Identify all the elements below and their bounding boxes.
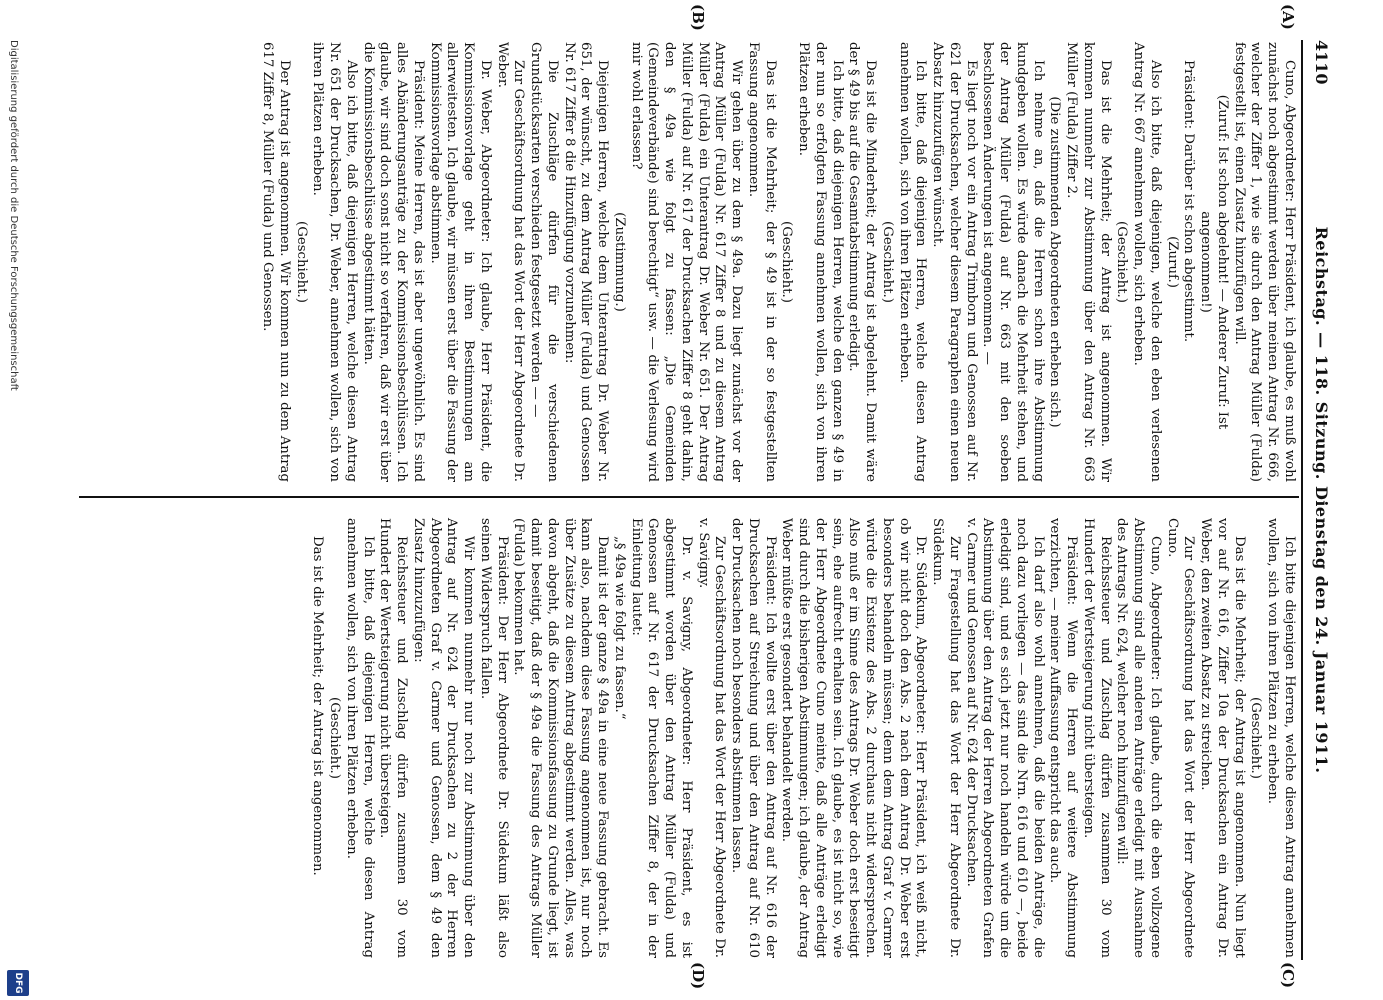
margin-mark-b: (B) [689,4,707,31]
digitization-credit: Digitalisierung gefördert durch die Deutsche Forschungsgemeinschaft [8,40,19,391]
paragraph: Es liegt noch vor ein Antrag Trimborn und Genossen auf Nr. 621 der Drucksachen, welcher diesem Paragraphen einen neuen Absatz hinzuzufügen wünscht. [930,42,979,482]
paragraph: Dr. Südekum, Abgeordneter: Herr Präsident, ich weiß nicht, ob wir nicht doch den Abs. 2 nach dem Antrag Dr. Weber erst besonders behandeln müssen; denn dem Antrag Graf v. Carmer würde die Existenz des Abs. 2 durchaus nicht widersprechen. Also muß er im Sinne des Antrags Dr. Weber doch erst beseitigt sein, ehe aufrecht erhalten sein. Ich glaube, es ist nicht so, wie der Herr Abgeordnete Cuno meinte, daß alle Anträge erledigt sind durch die bisherigen Abstimmungen; ich glaube, der Antrag Weber müßte erst gesondert behandelt werden. [779,518,929,958]
paragraph: Zur Geschäftsordnung hat das Wort der Herr Abgeordnete Dr. v. Savigny. [695,518,728,958]
page-header [1305,40,1335,960]
paragraph: Ich bitte, daß diejenigen Herren, welche diesen Antrag annehmen wollen, sich von ihren Plätzen erheben. [344,518,376,958]
paragraph: Wir kommen nunmehr nur noch zur Abstimmung über den Antrag auf Nr. 624 der Drucksachen zu 2 der Herren Abgeordneten Graf v. Carmer und Genossen, dem § 49 den Zusatz hinzuzufügen: [411,518,477,958]
left-column [259,42,1298,482]
paragraph: Dr. v. Savigny, Abgeordneter: Herr Präsident, es ist abgestimmt worden über den Antrag Müller (Fulda) und Genossen auf Nr. 617 der Drucksachen Ziffer 8, der in der Einleitung lautet: [628,518,694,958]
paragraph: Das ist die Minderheit; der Antrag ist abgelehnt. Damit wäre der § 49 bis auf die Gesamtabstimmung erledigt. [846,42,879,482]
paragraph: Präsident: Meine Herren, das ist aber ungewöhnlich. Es sind alles Abänderungsanträge zu der Kommissionsbeschlüssen. Ich glaube, wir sind doch sonst nicht so verfahren, daß wir erst über die Kommissionsbeschlüsse abgestimmt hätten. [360,42,426,482]
paragraph: (Zustimmung.) [612,212,627,312]
page-title: Reichstag. — 118. Sitzung. Dienstag den 24. Januar 1911. [1312,226,1331,774]
paragraph: Präsident: Der Herr Abgeordnete Dr. Südekum läßt also seinen Widerspruch fallen. [478,518,510,958]
paragraph: Wir gehen über zu dem § 49a. Dazu liegt zunächst vor der Antrag Müller (Fulda) Nr. 617 Ziffer 8 und zu diesem Antrag Müller (Fulda) ein Unterantrag Dr. Weber Nr. 651. Der Antrag Müller (Fulda) auf Nr. 617 der Drucksachen Ziffer 8 geht dahin, den § 49a wie folgt zu fassen: „Die Gemeinden (Gemeindeverbände) sind berechtigt“ usw. — die Verlesung wird mir wohl erlassen? [628,42,745,482]
paragraph: (Zuruf.) [1164,236,1180,288]
page-number: 4110 [1312,40,1331,85]
paragraph: Das ist die Mehrheit; der Antrag ist angenommen. [310,536,326,876]
margin-mark-a: (A) [1279,4,1297,30]
paragraph: (Zuruf: Ist schon abgelehnt! — Anderer Zuruf: Ist angenommen!) [1198,94,1230,430]
right-column [309,518,1297,958]
paragraph: Zur Geschäftsordnung hat das Wort der Herr Abgeordnete Cuno. [1164,518,1197,958]
paragraph: Diejenigen Herren, welche dem Unterantrag Dr. Weber Nr. 651, der wünscht, zu dem Antrag Müller (Fulda) und Genossen Nr. 617 Ziffer 8 die Hinzufügung vorzunehmen: [561,42,611,482]
paragraph: Präsident: Wenn die Herren auf weitere Abstimmung verzichten, — meiner Auffassung entspricht das auch. [1047,518,1080,958]
paragraph: Ich nehme an, daß die Herren schon ihre Abstimmung kundgeben wollen. Es würde danach die Mehrheit stehen, und der Antrag Müller (Fulda) auf Nr. 663 mit den soeben beschlossenen Änderungen ist angenommen. — [980,42,1046,482]
paragraph: Der Antrag ist angenommen. Wir kommen nun zu dem Antrag 617 Ziffer 8, Müller (Fulda) und Genossen. [260,42,292,482]
paragraph: (Geschieht.) [1114,221,1130,303]
paragraph: (Geschieht.) [327,697,343,779]
paragraph: Cuno, Abgeordneter: Ich glaube, durch die eben vollzogene Abstimmung sind alle anderen Anträge erledigt mit Ausnahme des Antrags Nr. 624, welcher noch hinzufügen will: [1114,518,1163,958]
paragraph: Also ich bitte, daß diejenigen, welche den eben verlesenen Antrag Nr. 667 annehmen wollen, sich erheben. [1131,42,1163,482]
paragraph: Damit ist der ganze § 49a in eine neue Fassung gebracht. Es kann also, nachdem diese Fassung angenommen ist, nur noch über Zusätze zu diesem Antrag abgestimmt werden. Alles, was davon abgeht, daß die Kommissionsfassung zu Grunde liegt, ist damit beseitigt, daß der § 49a die Fassung des Antrags Müller (Fulda) bekommen hat. [511,518,611,958]
paragraph: Dr. Weber, Abgeordneter: Ich glaube, Herr Präsident, die Kommissionsvorlage geht in ihren Bestimmungen am allerweitesten. Ich glaube, wir müssen erst über die Fassung der Kommissionsvorlage abstimmen. [427,42,493,482]
column-divider [79,496,1299,498]
paragraph: „§ 49a wie folgt zu fassen.“ [612,536,627,720]
paragraph: Das ist die Mehrheit; der Antrag ist angenommen. Wir kommen nunmehr zur Abstimmung über den Antrag Nr. 663 Müller (Fulda) Ziffer 2. [1064,42,1113,482]
paragraph: Ich bitte diejenigen Herren, welche diesen Antrag annehmen wollen, sich von ihren Plätzen zu erheben. [1265,518,1297,958]
margin-mark-c: (C) [1279,962,1297,989]
paragraph: Ich darf also wohl annehmen, daß die beiden Anträge, die noch dazu vorliegen — das sind die Nrn. 616 und 610 —, beide erledigt sind, und es sich jetzt nur noch handeln würde um die Abstimmung über den Antrag der Herren Abgeordneten Grafen v. Carmer und Genossen auf Nr. 624 der Drucksachen. [963,518,1046,958]
paragraph: Also ich bitte, daß diejenigen Herren, welche diesen Antrag Nr. 651 der Drucksachen, Dr. Weber, annehmen wollen, sich von ihren Plätzen erheben. [310,42,359,482]
margin-mark-d: (D) [689,962,707,990]
paragraph: (Geschieht.) [880,221,895,303]
paragraph: Die Zuschläge dürfen für die verschiedenen Grundstücksarten verschieden festgesetzt werden — — [528,42,560,482]
paragraph: Präsident: Darüber ist schon abgestimmt. [1181,60,1197,343]
paragraph: Präsident: Ich wollte erst über den Antrag auf Nr. 616 der Drucksachen auf Streichung und über den Antrag auf Nr. 610 der Drucksachen noch besonders abstimmen lassen. [729,518,778,958]
paragraph: Ich bitte, daß diejenigen Herren, welche diesen Antrag annehmen wollen, sich von ihren Plätzen erheben. [896,42,929,482]
paragraph: (Geschieht.) [293,221,309,303]
paragraph: Zur Fragestellung hat das Wort der Herr Abgeordnete Dr. Südekum. [930,518,962,958]
paragraph: Reichssteuer und Zuschlag dürfen zusammen 30 vom Hundert der Wertsteigerung nicht übersteigen. [1081,518,1113,958]
header-rule [1301,40,1303,960]
paragraph: Das ist die Mehrheit; der § 49 ist in der so festgestellten Fassung angenommen. [746,42,778,482]
paragraph: (Die zustimmenden Abgeordneten erheben sich.) [1047,96,1063,428]
paragraph: Zur Geschäftsordnung hat das Wort der Herr Abgeordnete Dr. Weber. [494,42,527,482]
dfg-logo: DFG [7,970,29,996]
paragraph: Reichssteuer und Zuschlag dürfen zusammen 30 vom Hundert der Wertsteigerung nicht übersteigen. [377,518,410,958]
paragraph: Ich bitte, daß diejenigen Herren, welche den ganzen § 49 in der nun so erfolgten Fassung annehmen wollen, sich von ihren Plätzen erheben. [796,42,845,482]
paragraph: (Geschieht.) [779,221,795,303]
paragraph: (Geschieht.) [1248,697,1264,779]
paragraph: Das ist die Mehrheit; der Antrag ist angenommen. Nun liegt vor auf Nr. 616, Ziffer 10a der Drucksachen ein Antrag Dr. Weber, den zweiten Absatz zu streichen. [1198,518,1247,958]
paragraph: Cuno, Abgeordneter: Herr Präsident, ich glaube, es muß wohl zunächst noch abgestimmt werden über meinen Antrag Nr. 666, welcher der Ziffer 1, wie sie durch den Antrag Müller (Fulda) festgestellt ist, einen Zusatz hinzufügen will. [1231,42,1297,482]
